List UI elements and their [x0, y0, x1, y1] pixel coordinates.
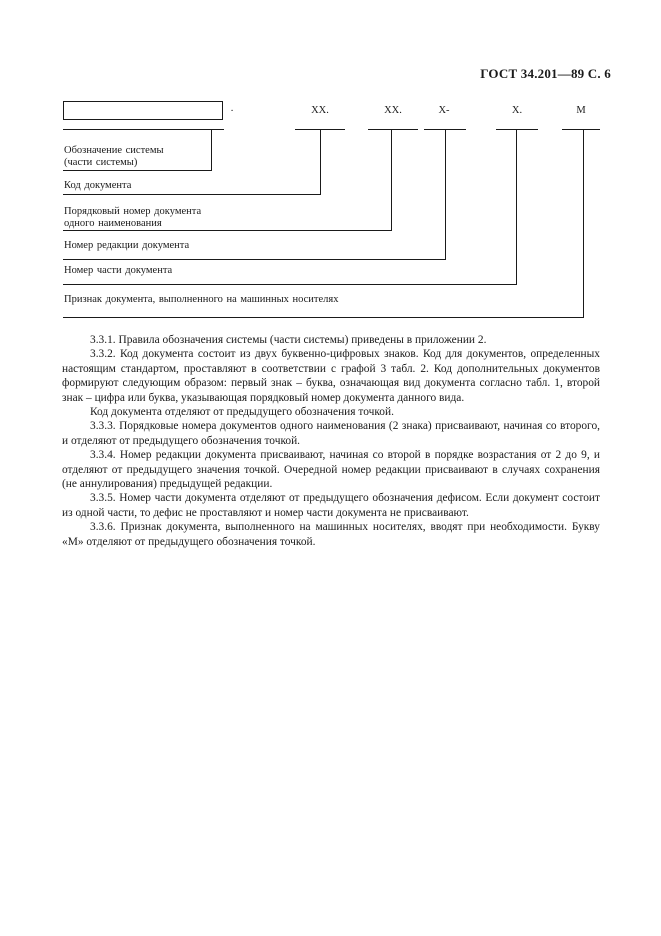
designation-diagram	[0, 0, 661, 330]
paragraph-3-3-5: 3.3.5. Номер части документа отделяют от предыдущего обозначения дефисом. Если документ состоит из одной части, то дефис не проставляют и номер части документа не присваивают.	[62, 492, 600, 519]
code-label-edition: X-	[438, 105, 450, 116]
page-header: ГОСТ 34.201—89 С. 6	[480, 66, 611, 81]
paragraph-3-3-4: 3.3.4. Номер редакции документа присваивают, начиная со второй в порядке возрастания от 2 до 9, и отделяют от предыдущего значения точкой. Очередной номер редакции присваивают в случаях сохранения (не аннулирования) предыдущей редакции.	[62, 449, 600, 491]
paragraph-3-3-6: 3.3.6. Признак документа, выполненного на машинных носителях, вводят при необходимости. Букву «М» отделяют от предыдущего обозначения точкой.	[62, 521, 600, 548]
code-label-document: XX.	[311, 105, 329, 116]
paragraph-code-separator: Код документа отделяют от предыдущего обозначения точкой.	[90, 406, 394, 419]
row-label-edition: Номер редакции документа	[64, 240, 190, 251]
separator-dot: .	[230, 103, 234, 114]
row-label-system: Обозначение системы (части системы)	[64, 145, 164, 168]
paragraph-3-3-3: 3.3.3. Порядковые номера документов одного наименования (2 знака) присваивают, начиная со второго, и отделяют от предыдущего обозначения точкой.	[62, 420, 600, 447]
code-label-media: M	[576, 105, 586, 116]
body-text	[62, 333, 600, 549]
code-label-part: X.	[511, 105, 523, 116]
row-label-code: Код документа	[64, 180, 132, 191]
paragraph-3-3-1: 3.3.1. Правила обозначения системы (части системы) приведены в приложении 2.	[90, 334, 487, 346]
row-label-media: Признак документа, выполненного на машинных носителях	[64, 294, 339, 305]
code-label-sequence: XX.	[384, 105, 402, 116]
paragraph-3-3-2: 3.3.2. Код документа состоит из двух буквенно-цифровых знаков. Код для документов, определенных настоящим стандартом, проставляют в соответствии с графой 3 табл. 2. Код дополнительных документов формируют следующим образом: первый знак – буква, означающая вид документа согласно табл. 1, второй знак – цифра или буква, указывающая порядковый номер документа данного вида.	[62, 348, 600, 404]
system-designation-box	[64, 102, 223, 120]
row-label-part: Номер части документа	[64, 265, 173, 276]
row-label-sequence: Порядковый номер документа одного наименования	[64, 206, 202, 229]
